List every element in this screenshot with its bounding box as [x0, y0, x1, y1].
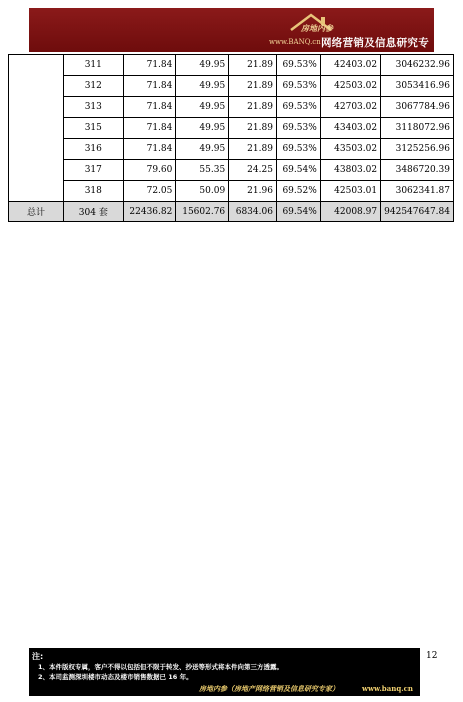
table-cell: 55.35 — [176, 160, 229, 181]
total-row — [9, 202, 454, 222]
table-cell: 318 — [64, 181, 123, 202]
sales-table — [8, 54, 454, 222]
table-cell: 72.05 — [123, 181, 176, 202]
table-cell: 21.96 — [229, 181, 277, 202]
table-cell: 24.25 — [229, 160, 277, 181]
table-cell: 69.53% — [276, 139, 320, 160]
table-cell: 43803.02 — [320, 160, 380, 181]
total-cell: 69.54% — [276, 202, 320, 222]
total-cell: 22436.82 — [123, 202, 176, 222]
table-cell: 42503.01 — [320, 181, 380, 202]
table-cell: 42503.02 — [320, 76, 380, 97]
table-cell: 71.84 — [123, 118, 176, 139]
table-cell: 21.89 — [229, 76, 277, 97]
table-cell: 312 — [64, 76, 123, 97]
footer-note-1: 1、本件版权专属，客户不得以包括但不限于转发、抄送等形式将本件向第三方透露。 — [38, 663, 284, 671]
header-title: 网络营销及信息研究专家 — [321, 37, 429, 64]
table-cell: 49.95 — [176, 76, 229, 97]
table-cell: 317 — [64, 160, 123, 181]
footer-notes — [29, 648, 420, 696]
table-cell: 71.84 — [123, 76, 176, 97]
table-row — [9, 97, 454, 118]
total-cell: 6834.06 — [229, 202, 277, 222]
table-cell: 42703.02 — [320, 97, 380, 118]
table-cell: 311 — [64, 55, 123, 76]
table-cell: 69.53% — [276, 97, 320, 118]
table-cell: 69.53% — [276, 76, 320, 97]
header-url: www.BANQ.cn — [269, 38, 321, 46]
table-cell: 69.53% — [276, 118, 320, 139]
total-cell: 总计 — [9, 202, 64, 222]
table-row — [9, 55, 454, 76]
table-cell — [9, 55, 64, 202]
table-row — [9, 139, 454, 160]
table-cell: 3125256.96 — [381, 139, 454, 160]
table-cell: 21.89 — [229, 97, 277, 118]
table-cell: 71.84 — [123, 97, 176, 118]
table-cell: 316 — [64, 139, 123, 160]
total-cell: 304 套 — [64, 202, 123, 222]
table-cell: 50.09 — [176, 181, 229, 202]
table-row — [9, 76, 454, 97]
table-cell: 49.95 — [176, 118, 229, 139]
footer-brand: 房地内参（房地产网络营销及信息研究专家） — [199, 685, 339, 693]
table-cell: 79.60 — [123, 160, 176, 181]
table-cell: 3062341.87 — [381, 181, 454, 202]
header-brand: 房地内参 — [301, 23, 333, 33]
table-cell: 42403.02 — [320, 55, 380, 76]
page-number: 12 — [426, 651, 438, 661]
table-cell: 3053416.96 — [381, 76, 454, 97]
total-cell: 15602.76 — [176, 202, 229, 222]
table-cell: 71.84 — [123, 139, 176, 160]
total-cell: 942547647.84 — [381, 202, 454, 222]
table-cell: 3067784.96 — [381, 97, 454, 118]
footer-note-2: 2、本司监测深圳楼市动态及楼市销售数据已 16 年。 — [38, 673, 193, 681]
table-cell: 49.95 — [176, 97, 229, 118]
page-header-banner — [29, 8, 434, 64]
table-cell: 49.95 — [176, 55, 229, 76]
table-cell: 3046232.96 — [381, 55, 454, 76]
table-cell: 69.54% — [276, 160, 320, 181]
footer-label: 注: — [32, 652, 44, 661]
table-cell: 315 — [64, 118, 123, 139]
table-cell: 49.95 — [176, 139, 229, 160]
table-cell: 69.53% — [276, 55, 320, 76]
table-cell: 43503.02 — [320, 139, 380, 160]
table-cell: 3486720.39 — [381, 160, 454, 181]
table-cell: 43403.02 — [320, 118, 380, 139]
table-cell: 21.89 — [229, 118, 277, 139]
table-cell: 71.84 — [123, 55, 176, 76]
table-cell: 21.89 — [229, 55, 277, 76]
table-row — [9, 118, 454, 139]
table-cell: 313 — [64, 97, 123, 118]
table-row — [9, 181, 454, 202]
table-row — [9, 160, 454, 181]
table-cell: 3118072.96 — [381, 118, 454, 139]
table-cell: 21.89 — [229, 139, 277, 160]
table-cell: 69.52% — [276, 181, 320, 202]
footer-url: www.banq.cn — [362, 684, 414, 693]
total-cell: 42008.97 — [320, 202, 380, 222]
